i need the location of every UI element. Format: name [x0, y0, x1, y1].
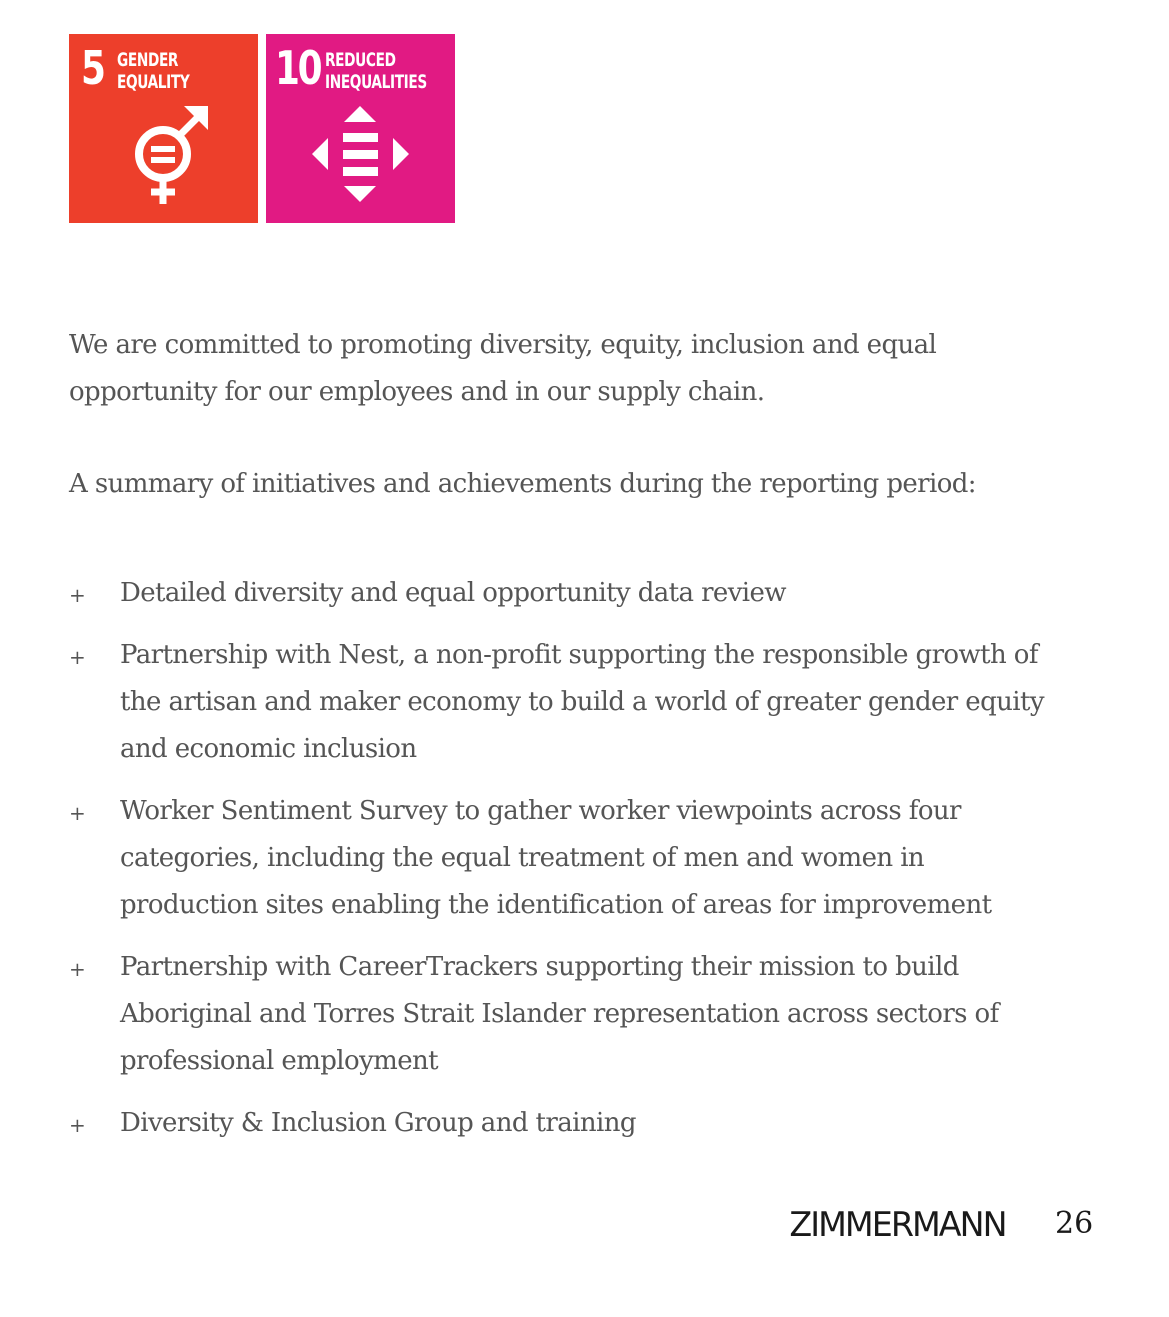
page-number: 26 [1055, 1206, 1094, 1241]
brand-logo: ZIMMERMANN [789, 1205, 1006, 1245]
sdg-10-title [325, 49, 427, 93]
plus-bullet: + [69, 1113, 86, 1137]
plus-bullet: + [69, 645, 86, 669]
initiative-text: Detailed diversity and equal opportunity data review [120, 578, 786, 608]
plus-bullet: + [69, 583, 86, 607]
sdg-5-number: 5 [81, 41, 104, 95]
initiative-text: Partnership with CareerTrackers supporting their mission to build Aboriginal and Torres Strait Islander representation across sectors of professional employment [120, 952, 999, 1076]
list-item [69, 570, 1069, 617]
intro-paragraph: We are committed to promoting diversity, equity, inclusion and equal opportunity for our employees and in our supply chain. [69, 330, 937, 407]
sdg-10-title-line1: REDUCED [325, 49, 396, 71]
plus-bullet: + [69, 801, 86, 825]
sdg-5-title-line2: EQUALITY [117, 71, 190, 93]
initiative-text: Worker Sentiment Survey to gather worker viewpoints across four categories, including the equal treatment of men and women in production sites enabling the identification of areas for improvement [120, 796, 992, 920]
list-item [69, 944, 1069, 1085]
sdg-5-gender-equality-tile [69, 34, 258, 223]
plus-bullet: + [69, 957, 86, 981]
gender-equality-icon [111, 104, 216, 209]
list-item [69, 788, 1069, 929]
initiatives-list [69, 570, 1069, 1162]
sdg-10-title-line2: INEQUALITIES [325, 71, 427, 93]
initiative-text: Diversity & Inclusion Group and training [120, 1108, 636, 1138]
list-item [69, 632, 1069, 773]
reduced-inequalities-icon [308, 104, 413, 209]
sdg-10-number: 10 [275, 41, 321, 95]
sdg-5-title-line1: GENDER [117, 49, 179, 71]
sdg-5-title [117, 49, 189, 93]
list-item [69, 1100, 1069, 1147]
initiative-text: Partnership with Nest, a non-profit supporting the responsible growth of the artisan and maker economy to build a world of greater gender equity and economic inclusion [120, 640, 1044, 764]
summary-heading: A summary of initiatives and achievements during the reporting period: [69, 469, 976, 499]
sdg-10-reduced-inequalities-tile [266, 34, 455, 223]
